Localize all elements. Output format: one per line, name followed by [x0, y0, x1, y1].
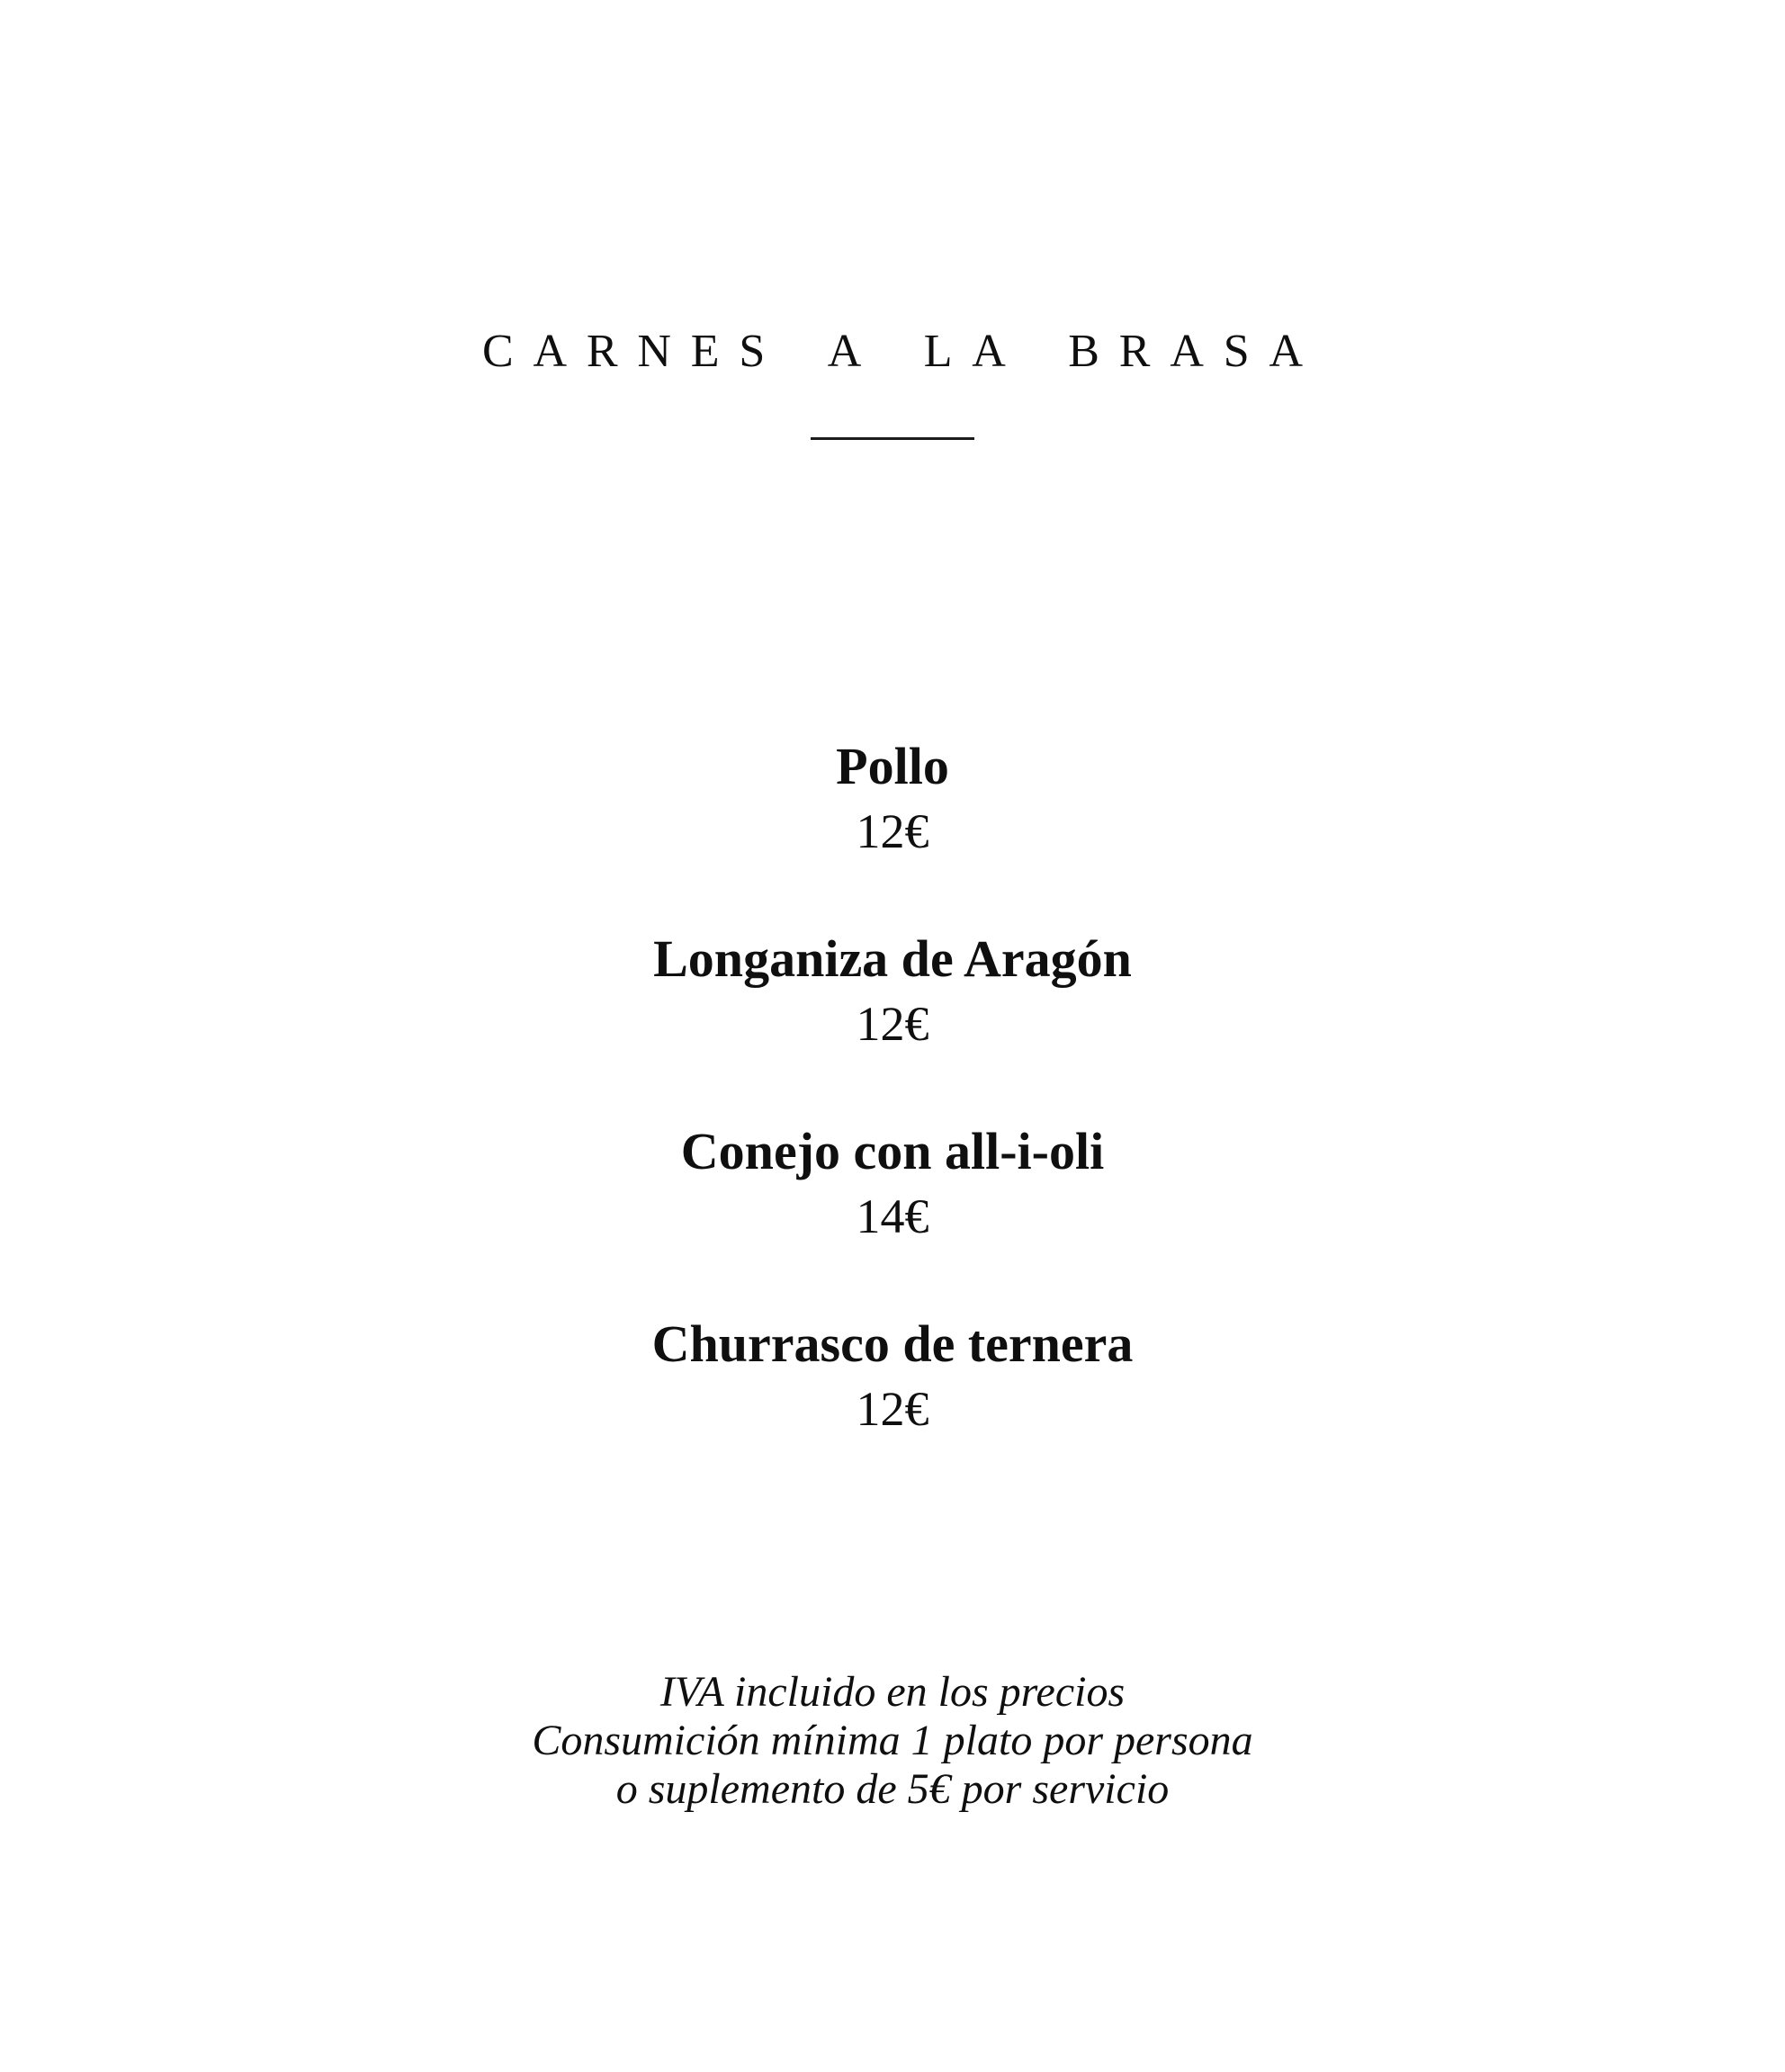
menu-item-name: Longaniza de Aragón: [653, 929, 1132, 988]
menu-item-price: 12€: [856, 804, 929, 858]
footer-note-line: o suplemento de 5€ por servicio: [615, 1765, 1170, 1813]
menu-item-name: Conejo con all-i-oli: [680, 1122, 1105, 1180]
menu-item-name: Churrasco de ternera: [651, 1314, 1134, 1373]
menu-item: [0, 736, 1785, 859]
menu-item-price: 14€: [856, 1189, 929, 1243]
menu-item-list: [0, 736, 1785, 1437]
footer-note-line: IVA incluido en los precios: [659, 1668, 1126, 1716]
footer-notes: [0, 1668, 1785, 1814]
title-divider-rule: [811, 437, 974, 440]
page-title: CARNES A LA BRASA: [481, 326, 1323, 377]
footer-note-line: Consumición mínima 1 plato por persona: [532, 1717, 1253, 1764]
menu-item: [0, 1121, 1785, 1244]
menu-item: [0, 1314, 1785, 1437]
menu-item-name: Pollo: [836, 737, 949, 795]
menu-item-price: 12€: [856, 1382, 929, 1436]
menu-item-price: 12€: [856, 997, 929, 1051]
menu-item: [0, 928, 1785, 1052]
